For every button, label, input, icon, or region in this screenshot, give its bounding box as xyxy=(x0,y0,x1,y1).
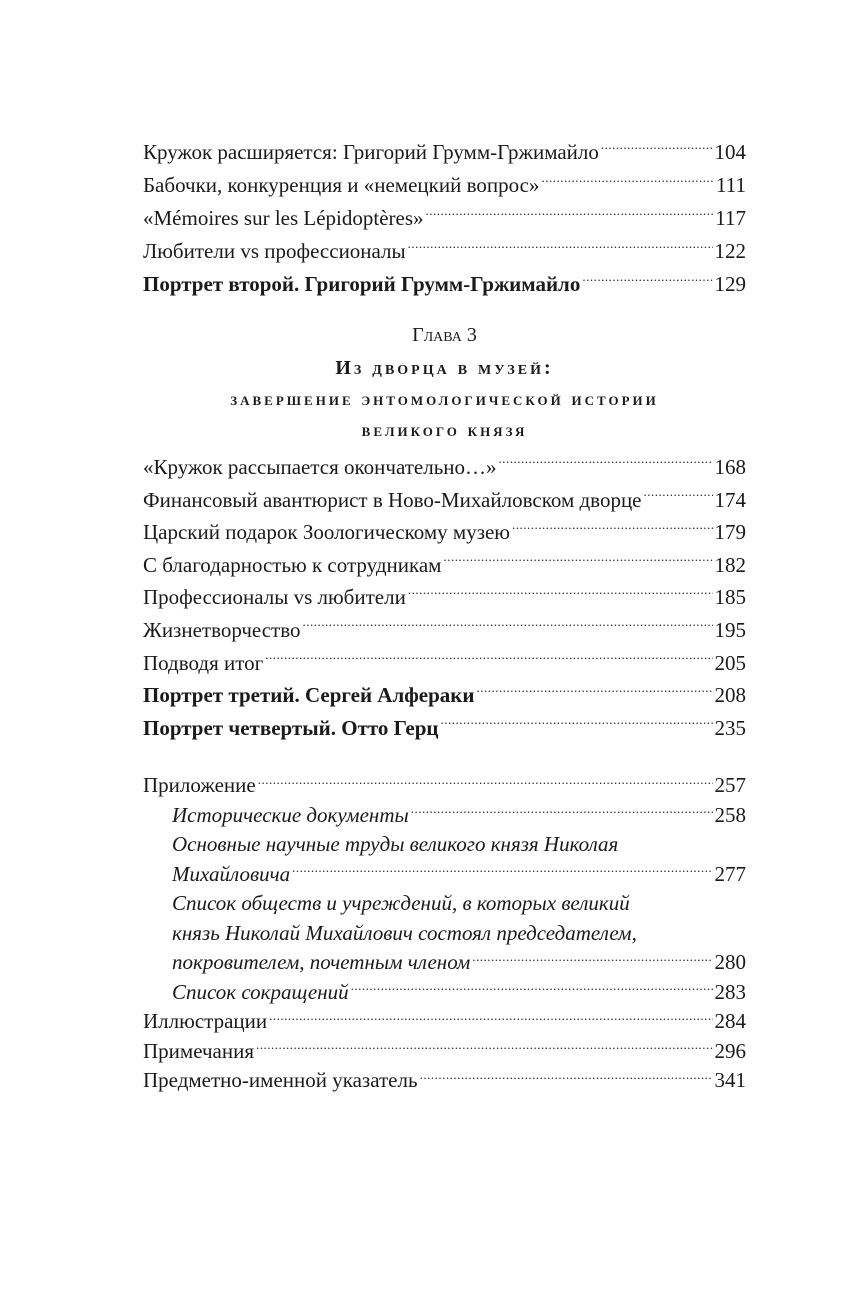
toc-entry-page: 257 xyxy=(714,773,746,798)
toc-entry-page: 280 xyxy=(714,950,746,975)
toc-entry-title: Портрет четвертый. Отто Герц xyxy=(143,715,439,740)
chapter-title xyxy=(143,353,746,446)
toc-entry-page: 284 xyxy=(714,1009,746,1034)
toc-entry-page: 182 xyxy=(714,552,746,577)
toc-entry xyxy=(143,581,746,614)
toc-entry-title: Михайловича xyxy=(172,861,291,886)
toc-entry xyxy=(143,1007,746,1037)
toc-entry-title: Приложение xyxy=(143,773,256,798)
chapter-label: Глава 3 xyxy=(412,324,477,346)
toc-entry-portrait xyxy=(143,268,746,301)
dot-leader xyxy=(441,714,713,735)
toc-entry-page: 174 xyxy=(714,487,746,512)
toc-entry-title: покровителем, почетным членом xyxy=(172,950,471,975)
toc-entry-page: 235 xyxy=(714,715,746,740)
toc-entry-title: Бабочки, конкуренция и «немецкий вопрос» xyxy=(143,173,540,197)
toc-subentry xyxy=(143,860,746,890)
toc-subentry xyxy=(143,801,746,831)
toc-entry-page: 277 xyxy=(714,861,746,886)
toc-entry xyxy=(143,202,746,235)
toc-entry-page: 185 xyxy=(714,585,746,610)
toc-entry xyxy=(143,484,746,517)
toc-entry-title: Царский подарок Зоологическому музею xyxy=(143,520,510,545)
toc-entry-page: 111 xyxy=(716,173,746,197)
dot-leader xyxy=(426,204,714,225)
toc-subentry-line: Основные научные труды великого князя Николая xyxy=(172,832,619,857)
toc-entry-page: 205 xyxy=(714,650,746,675)
toc-entry-title: «Mémoires sur les Lépidoptères» xyxy=(143,206,424,230)
toc-entry xyxy=(143,516,746,549)
toc-entry-page: 341 xyxy=(714,1068,746,1093)
toc-entry-appendix xyxy=(143,771,746,801)
toc-subentry-line: князь Николай Михайлович состоял председателем, xyxy=(172,920,637,945)
toc-entry-title: Иллюстрации xyxy=(143,1009,268,1034)
toc-entry xyxy=(143,1066,746,1096)
dot-leader xyxy=(601,138,713,159)
toc-entry-title: Портрет второй. Григорий Грумм-Гржимайло xyxy=(143,272,581,296)
toc-entry xyxy=(143,451,746,484)
toc-subentry-line: Список обществ и учреждений, в которых великий xyxy=(172,891,630,916)
toc-subentry xyxy=(143,948,746,978)
dot-leader xyxy=(420,1066,713,1087)
toc-entry-portrait xyxy=(143,679,746,712)
table-of-contents xyxy=(143,136,746,1096)
chapter-title-line: завершение энтомологической истории xyxy=(230,389,659,410)
toc-entry xyxy=(143,647,746,680)
dot-leader xyxy=(582,270,712,291)
dot-leader xyxy=(499,453,713,474)
toc-entry-title: «Кружок рассыпается окончательно…» xyxy=(143,455,497,479)
toc-entry-page: 296 xyxy=(714,1038,746,1063)
toc-entry-page: 258 xyxy=(714,802,746,827)
dot-leader xyxy=(351,978,713,999)
dot-leader xyxy=(472,948,712,969)
toc-entry-page: 104 xyxy=(714,140,746,164)
toc-entry xyxy=(143,136,746,169)
dot-leader xyxy=(292,860,712,881)
toc-entry-page: 179 xyxy=(714,520,746,545)
chapter-title-line: Из дворца в музей: xyxy=(335,357,554,379)
dot-leader xyxy=(408,583,713,604)
toc-entry-title: С благодарностью к сотрудникам xyxy=(143,552,442,577)
toc-entry-page: 208 xyxy=(714,683,746,708)
toc-entry-title: Любители vs профессионалы xyxy=(143,239,406,263)
dot-leader xyxy=(408,237,713,258)
toc-entry-page: 122 xyxy=(714,239,746,263)
toc-entry-title: Примечания xyxy=(143,1038,255,1063)
toc-entry-title: Профессионалы vs любители xyxy=(143,585,406,610)
toc-entry-title: Кружок расширяется: Григорий Грумм-Гржимайло xyxy=(143,140,599,164)
dot-leader xyxy=(443,551,712,572)
toc-entry xyxy=(143,614,746,647)
toc-entry xyxy=(143,1037,746,1067)
toc-entry-title: Финансовый авантюрист в Ново-Михайловском дворце xyxy=(143,487,642,512)
dot-leader xyxy=(269,1007,712,1028)
toc-entry xyxy=(143,235,746,268)
toc-entry-title: Подводя итог xyxy=(143,650,264,675)
toc-section-chapter-3 xyxy=(143,451,746,744)
toc-entry-portrait xyxy=(143,712,746,745)
toc-section-chapter-2-end xyxy=(143,136,746,301)
toc-entry-title: Жизнетворчество xyxy=(143,617,301,642)
toc-entry xyxy=(143,169,746,202)
dot-leader xyxy=(411,801,713,822)
dot-leader xyxy=(303,616,713,637)
dot-leader xyxy=(541,171,714,192)
toc-entry-page: 168 xyxy=(714,455,746,479)
chapter-title-line: великого князя xyxy=(361,420,528,441)
toc-subentry xyxy=(143,978,746,1008)
toc-entry-page: 117 xyxy=(715,206,746,230)
toc-entry-page: 195 xyxy=(714,617,746,642)
toc-entry-title: Исторические документы xyxy=(172,802,409,827)
dot-leader xyxy=(644,486,713,507)
dot-leader xyxy=(477,681,713,702)
toc-entry xyxy=(143,549,746,582)
dot-leader xyxy=(512,518,713,539)
dot-leader xyxy=(265,649,712,670)
dot-leader xyxy=(256,1037,712,1058)
toc-entry-title: Портрет третий. Сергей Алфераки xyxy=(143,683,475,708)
toc-entry-title: Список сокращений xyxy=(172,979,349,1004)
toc-entry-title: Предметно-именной указатель xyxy=(143,1068,418,1093)
toc-section-back-matter xyxy=(143,771,746,1096)
toc-entry-page: 129 xyxy=(714,272,746,296)
toc-entry-page: 283 xyxy=(714,979,746,1004)
dot-leader xyxy=(258,771,713,792)
